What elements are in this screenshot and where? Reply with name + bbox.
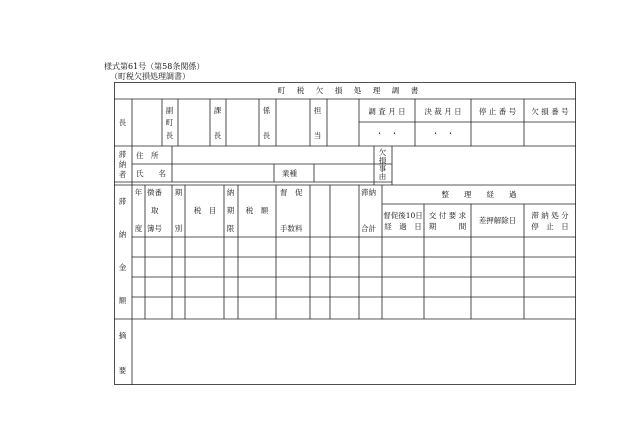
tokusoku-2: 手数料 [280, 224, 303, 233]
deficit-processing-form [114, 82, 576, 385]
address-label: 住 所 [136, 151, 159, 160]
kibetsu-1: 期 [174, 188, 183, 197]
noki-2: 期 [226, 206, 235, 215]
arrears-label-2: 納 [118, 230, 127, 239]
teishi-2: 停 止 日 [531, 222, 569, 231]
chotei-no-3: 簿号 [147, 224, 162, 233]
chotei-no-2: 取 [151, 206, 159, 215]
taxpayer-label-3: 者 [118, 170, 127, 179]
approval-cho: 長 [118, 118, 127, 127]
teishi-1: 滞 納 処 分 [531, 211, 569, 220]
business-label: 業種 [282, 169, 297, 178]
kessai-date-value: ・ ・ [431, 129, 455, 138]
kesson-reason-4: 由 [378, 172, 387, 181]
approval-tanto-1: 担 [313, 106, 322, 115]
chotei-no-1: 徴番 [147, 188, 162, 197]
taxpayer-label-2: 納 [118, 160, 127, 169]
chosa-date-value: ・ ・ [375, 129, 399, 138]
arrears-label-3: 金 [118, 263, 127, 272]
approval-kacho-2: 長 [213, 131, 222, 140]
kesson-reason-3: 事 [378, 164, 387, 173]
nendo-2: 度 [134, 224, 143, 233]
noki-1: 納 [226, 188, 235, 197]
gokei-1: 滞納 [361, 188, 376, 197]
approval-kakaricho-1: 係 [262, 106, 271, 115]
kesson-no-header: 欠 損 番 号 [531, 107, 569, 116]
kofu-2: 期 間 [428, 222, 467, 231]
approval-fukucho-1: 副 [165, 106, 174, 115]
form-title: 町 税 欠 損 処 理 調 書 [277, 86, 421, 95]
approval-kakaricho-2: 長 [262, 131, 271, 140]
kessai-date-header: 決 裁 月 日 [424, 107, 462, 116]
zeimoku-header: 税 目 [193, 206, 217, 215]
remarks-label-1: 摘 [118, 331, 127, 340]
arrears-label-1: 滞 [118, 197, 127, 206]
zeigaku-header: 税 額 [245, 206, 269, 215]
approval-fukucho-3: 長 [165, 131, 174, 140]
chosa-date-header: 調 査 月 日 [368, 107, 406, 116]
remarks-label-2: 要 [118, 366, 127, 375]
arrears-label-4: 額 [118, 296, 127, 305]
form-grid-lines [114, 82, 576, 385]
kesson-reason-2: 損 [378, 156, 387, 165]
approval-tanto-2: 当 [313, 131, 322, 140]
form-number: 様式第61号（第58条関係） [104, 62, 205, 71]
name-label: 氏 名 [136, 169, 166, 178]
nendo-1: 年 [134, 188, 143, 197]
form-name: （町税欠損処理調書） [110, 72, 190, 81]
kesson-reason-1: 欠 [378, 148, 387, 157]
tokusoku-1: 督 促 [280, 188, 303, 197]
approval-kacho-1: 課 [213, 106, 222, 115]
approval-fukucho-2: 町 [165, 118, 174, 127]
sashiosae-header: 差押解除日 [478, 216, 517, 225]
tokusoku-keika-2: 経 過 日 [384, 222, 422, 231]
teishi-no-header: 停 止 番 号 [478, 107, 517, 116]
taxpayer-label-1: 滞 [118, 150, 127, 159]
noki-3: 限 [226, 224, 235, 233]
tokusoku-keika-1: 督促後10日 [383, 211, 423, 220]
keika-header: 整 理 経 過 [441, 190, 517, 199]
kofu-1: 交 付 要 求 [428, 211, 467, 220]
kibetsu-2: 別 [174, 224, 183, 233]
gokei-2: 合計 [361, 224, 376, 233]
